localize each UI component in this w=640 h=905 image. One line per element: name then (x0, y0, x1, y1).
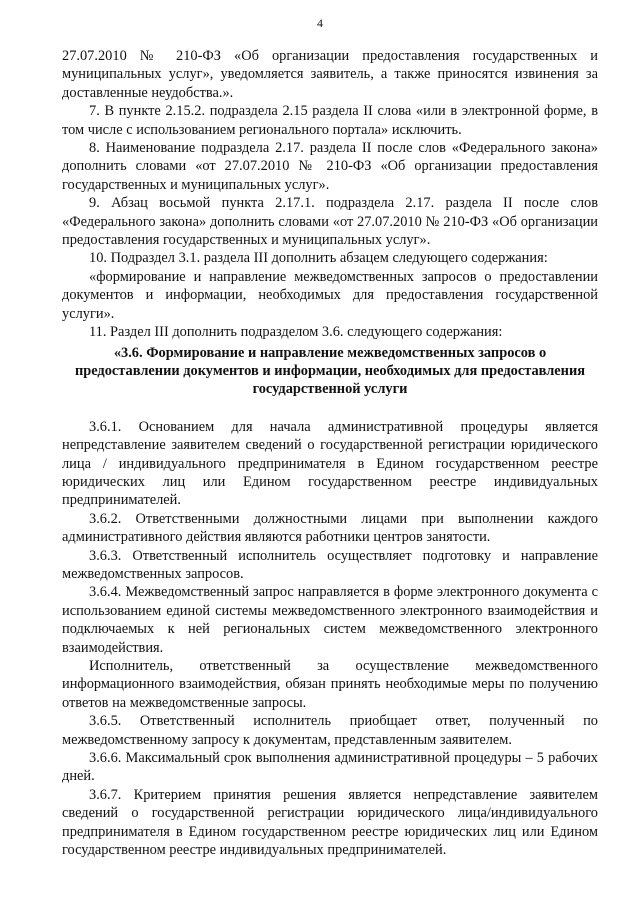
paragraph-3-6-4: 3.6.4. Межведомственный запрос направляется в форме электронного документа с использованием единой системы межведомственного электронного взаимодействия и подключаемых к ней региональных систем межведомственного электронного взаимодействия. (62, 584, 598, 656)
paragraph-item-10: 10. Подраздел 3.1. раздела III дополнить абзацем следующего содержания: (89, 250, 548, 267)
document-body (62, 47, 598, 859)
paragraph-executor: Исполнитель, ответственный за осуществление межведомственного информационного взаимодействия, обязан принять необходимые меры по получению ответов на межведомственные запросы. (62, 658, 598, 711)
paragraph-3-6-2: 3.6.2. Ответственными должностными лицами при выполнении каждого административного действия являются работники центров занятости. (62, 510, 598, 546)
paragraph-quote: «формирование и направление межведомственных запросов о предоставлении документов и информации, необходимых для предоставления государственной услуги». (62, 268, 598, 322)
paragraph-3-6-7: 3.6.7. Критерием принятия решения является непредставление заявителем сведений о государственной регистрации юридического лица/индивидуального предпринимателя в Едином государственном реестре юридических лиц или Едином государственном реестре индивидуальных предпринимателей. (62, 786, 598, 859)
page-number: 4 (317, 16, 323, 30)
paragraph-item-9: 9. Абзац восьмой пункта 2.17.1. подраздела 2.17. раздела II после слов «Федерального закона» дополнить словами «от 27.07.2010 № 210-ФЗ «Об организации предоставления государственных и муниципальных услуг». (62, 195, 598, 249)
paragraph-continuation: 27.07.2010 № 210-ФЗ «Об организации предоставления государственных и муниципальных услуг», уведомляется заявитель, а также приносятся извинения за доставленные неудобства.». (62, 48, 598, 101)
section-heading-block (62, 344, 598, 399)
paragraph-3-6-3: 3.6.3. Ответственный исполнитель осуществляет подготовку и направление межведомственных запросов. (62, 547, 598, 582)
paragraph-item-8: 8. Наименование подраздела 2.17. раздела II после слов «Федерального закона» дополнить словами «от 27.07.2010 № 210-ФЗ «Об организации предоставления государственных и муниципальных услуг». (62, 140, 598, 193)
paragraph-3-6-5: 3.6.5. Ответственный исполнитель приобщает ответ, полученный по межведомственному запросу к документам, представленным заявителем. (62, 713, 598, 748)
paragraph-3-6-6: 3.6.6. Максимальный срок выполнения административной процедуры – 5 рабочих дней. (62, 750, 598, 785)
paragraph-item-7: 7. В пункте 2.15.2. подраздела 2.15 раздела II слова «или в электронной форме, в том числе с использованием регионального портала» исключить. (62, 103, 598, 138)
paragraph-item-11: 11. Раздел III дополнить подразделом 3.6. следующего содержания: (89, 324, 503, 341)
paragraph-3-6-1: 3.6.1. Основанием для начала административной процедуры является непредставление заявителем сведений о государственной регистрации юридического лица / индивидуального предпринимателя в Едином государственном реестре юридических лиц или Едином государственном реестре индивидуальных предпринимателей. (62, 418, 598, 509)
section-heading: «3.6. Формирование и направление межведомственных запросов о предоставлении документов и информации, необходимых для предоставления государственной услуги (74, 344, 586, 398)
